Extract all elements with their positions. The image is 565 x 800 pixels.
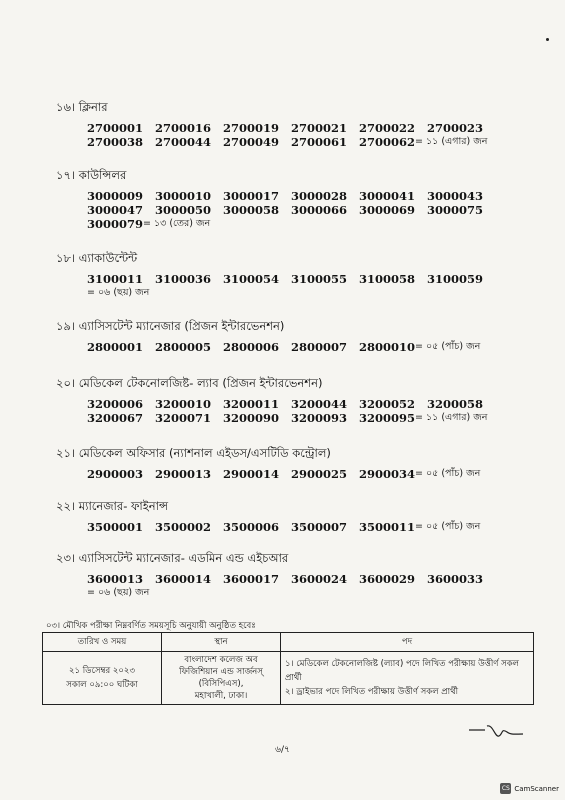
roll-number: 2700016: [155, 121, 212, 135]
roll-number: 3200090: [223, 411, 280, 425]
roll-number: 3600029: [359, 572, 416, 586]
result-section: [56, 498, 526, 534]
roll-row: [87, 189, 526, 203]
result-section: [56, 550, 526, 600]
roll-number: 3100058: [359, 272, 416, 286]
roll-number: 3500007: [291, 520, 348, 534]
venue-line: (বিসিপিএস),: [198, 679, 244, 689]
section-heading: ২৩। এ্যাসিসটেন্ট ম্যানেজার- এডমিন এন্ড এইচআর: [56, 551, 289, 565]
header-venue: স্থান: [162, 633, 281, 652]
roll-number: 2800006: [223, 340, 280, 354]
roll-number: 3000075: [427, 203, 484, 217]
roll-number: 3200044: [291, 397, 348, 411]
roll-number: 3000009: [87, 189, 144, 203]
roll-number: 3100036: [155, 272, 212, 286]
roll-number: 3100055: [291, 272, 348, 286]
section-heading: ২০। মেডিকেল টেকনোলজিষ্ট- ল্যাব (প্রিজন ইন্টারভেনশন): [56, 376, 323, 390]
roll-number: 2700019: [223, 121, 280, 135]
result-section: [56, 250, 526, 300]
roll-row: [87, 286, 526, 300]
total-count: = ১৩ (তের) জন: [143, 218, 211, 229]
section-heading: ১৮। এ্যাকাউন্টেন্ট: [56, 251, 138, 265]
roll-number-list: [56, 397, 526, 425]
roll-number: 2700038: [87, 135, 144, 149]
viva-time: সকাল ০৯:০০ ঘটিকা: [66, 680, 138, 690]
viva-date: ২১ ডিসেম্বর ২০২৩: [69, 666, 135, 676]
scanner-watermark: [500, 783, 559, 794]
header-date: তারিখ ও সময়: [43, 633, 162, 652]
roll-number: 3600014: [155, 572, 212, 586]
roll-number: 2900034: [359, 467, 416, 481]
roll-number: 3000010: [155, 189, 212, 203]
roll-row: [87, 217, 526, 231]
roll-number: 3500002: [155, 520, 212, 534]
roll-number-list: [56, 272, 526, 300]
roll-number: 3600013: [87, 572, 144, 586]
total-count: = ০৫ (পাঁচ) জন: [415, 468, 481, 479]
roll-row: [87, 272, 526, 286]
roll-number: 2900025: [291, 467, 348, 481]
roll-number: 2700061: [291, 135, 348, 149]
roll-number: 2700023: [427, 121, 484, 135]
roll-row: [87, 203, 526, 217]
roll-number: 3600017: [223, 572, 280, 586]
roll-number: 2700001: [87, 121, 144, 135]
roll-number: 3100054: [223, 272, 280, 286]
roll-number-list: [56, 520, 526, 534]
roll-number: 2900014: [223, 467, 280, 481]
roll-number: 2700044: [155, 135, 212, 149]
roll-number-list: [56, 572, 526, 600]
roll-number: 2800005: [155, 340, 212, 354]
page-number: ৬/৭: [275, 745, 290, 755]
roll-number: 3000017: [223, 189, 280, 203]
roll-number: 2800001: [87, 340, 144, 354]
roll-number: 2700022: [359, 121, 416, 135]
venue-line: মহাখালী, ঢাকা।: [194, 691, 248, 701]
result-section: [56, 445, 526, 481]
table-header-row: [43, 633, 534, 652]
roll-number-list: [56, 467, 526, 481]
roll-number: 3000058: [223, 203, 280, 217]
result-section: [56, 318, 526, 354]
section-heading: ১৬। ক্লিনার: [56, 100, 108, 114]
roll-number: 3200052: [359, 397, 416, 411]
scan-speck: [546, 38, 549, 41]
roll-number: 2900013: [155, 467, 212, 481]
roll-number: 3000041: [359, 189, 416, 203]
total-count: = ১১ (এগার) জন: [415, 136, 488, 147]
roll-number: 3600024: [291, 572, 348, 586]
section-heading: ২১। মেডিকেল অফিসার (ন্যাশনাল এইডস/এসটিডি কন্ট্রোল): [56, 446, 331, 460]
roll-row: [87, 121, 526, 135]
roll-number: 3200006: [87, 397, 144, 411]
total-count: = ১১ (এগার) জন: [415, 412, 488, 423]
roll-number: 3100059: [427, 272, 484, 286]
table-row: [43, 652, 534, 705]
section-heading: ১৯। এ্যাসিসটেন্ট ম্যানেজার (প্রিজন ইন্টারভেনশন): [56, 319, 285, 333]
roll-row: [87, 520, 526, 534]
roll-number: 3000050: [155, 203, 212, 217]
roll-number-list: [56, 189, 526, 231]
camscanner-icon: CS: [501, 785, 510, 792]
roll-number: 2900003: [87, 467, 144, 481]
roll-number: 2700021: [291, 121, 348, 135]
post-cell: [281, 652, 534, 705]
roll-number: 3200058: [427, 397, 484, 411]
roll-number: 2800007: [291, 340, 348, 354]
venue-line: ফিজিশিয়ান এন্ড সার্জনস্: [179, 667, 263, 677]
roll-number: 3500001: [87, 520, 144, 534]
result-section: [56, 375, 526, 425]
viva-schedule-table: [42, 632, 534, 705]
roll-number: 3500006: [223, 520, 280, 534]
roll-number: 3200010: [155, 397, 212, 411]
roll-row: [87, 586, 526, 600]
total-count: = ০৬ (ছয়) জন: [87, 587, 150, 598]
date-cell: [43, 652, 162, 705]
roll-number: 2800010: [359, 340, 416, 354]
viva-intro: ০৩। মৌখিক পরীক্ষা নিম্নবর্ণিত সময়সূচি অনুযায়ী অনুষ্ঠিত হবেঃ: [46, 621, 256, 631]
section-heading: ১৭। কাউন্সিলর: [56, 168, 127, 182]
total-count: = ০৬ (ছয়) জন: [87, 287, 150, 298]
result-section: [56, 99, 526, 149]
roll-number: 3600033: [427, 572, 484, 586]
roll-number: 3000043: [427, 189, 484, 203]
roll-number: 3100011: [87, 272, 144, 286]
post-item: ১। মেডিকেল টেকনোলজিষ্ট (ল্যাব) পদে লিখিত পরীক্ষায় উত্তীর্ণ সকল প্রার্থী: [285, 659, 520, 683]
header-post: পদ: [281, 633, 534, 652]
result-section: [56, 167, 526, 231]
roll-number-list: [56, 121, 526, 149]
total-count: = ০৫ (পাঁচ) জন: [415, 341, 481, 352]
roll-row: [87, 340, 526, 354]
roll-number: 3200093: [291, 411, 348, 425]
total-count: = ০৫ (পাঁচ) জন: [415, 521, 481, 532]
roll-number: 3000066: [291, 203, 348, 217]
roll-number: 2700049: [223, 135, 280, 149]
roll-number-list: [56, 340, 526, 354]
roll-number: 3500011: [359, 520, 416, 534]
roll-row: [87, 135, 526, 149]
roll-number: 3000047: [87, 203, 144, 217]
roll-row: [87, 572, 526, 586]
roll-row: [87, 411, 526, 425]
roll-number: 2700062: [359, 135, 416, 149]
section-heading: ২২। ম্যানেজার- ফাইনান্স: [56, 499, 168, 513]
roll-row: [87, 397, 526, 411]
post-item: ২। ড্রাইভার পদে লিখিত পরীক্ষায় উত্তীর্ণ সকল প্রার্থী: [285, 687, 459, 697]
venue-line: বাংলাদেশ কলেজ অব: [184, 655, 258, 665]
roll-number: 3200095: [359, 411, 416, 425]
signature: [467, 722, 527, 744]
roll-row: [87, 467, 526, 481]
roll-number: 3200011: [223, 397, 280, 411]
scanner-label: CamScanner: [514, 784, 559, 793]
venue-cell: [162, 652, 281, 705]
roll-number: 3000069: [359, 203, 416, 217]
roll-number: 3200067: [87, 411, 144, 425]
roll-number: 3200071: [155, 411, 212, 425]
roll-number: 3000028: [291, 189, 348, 203]
roll-number: 3000079: [87, 217, 144, 231]
